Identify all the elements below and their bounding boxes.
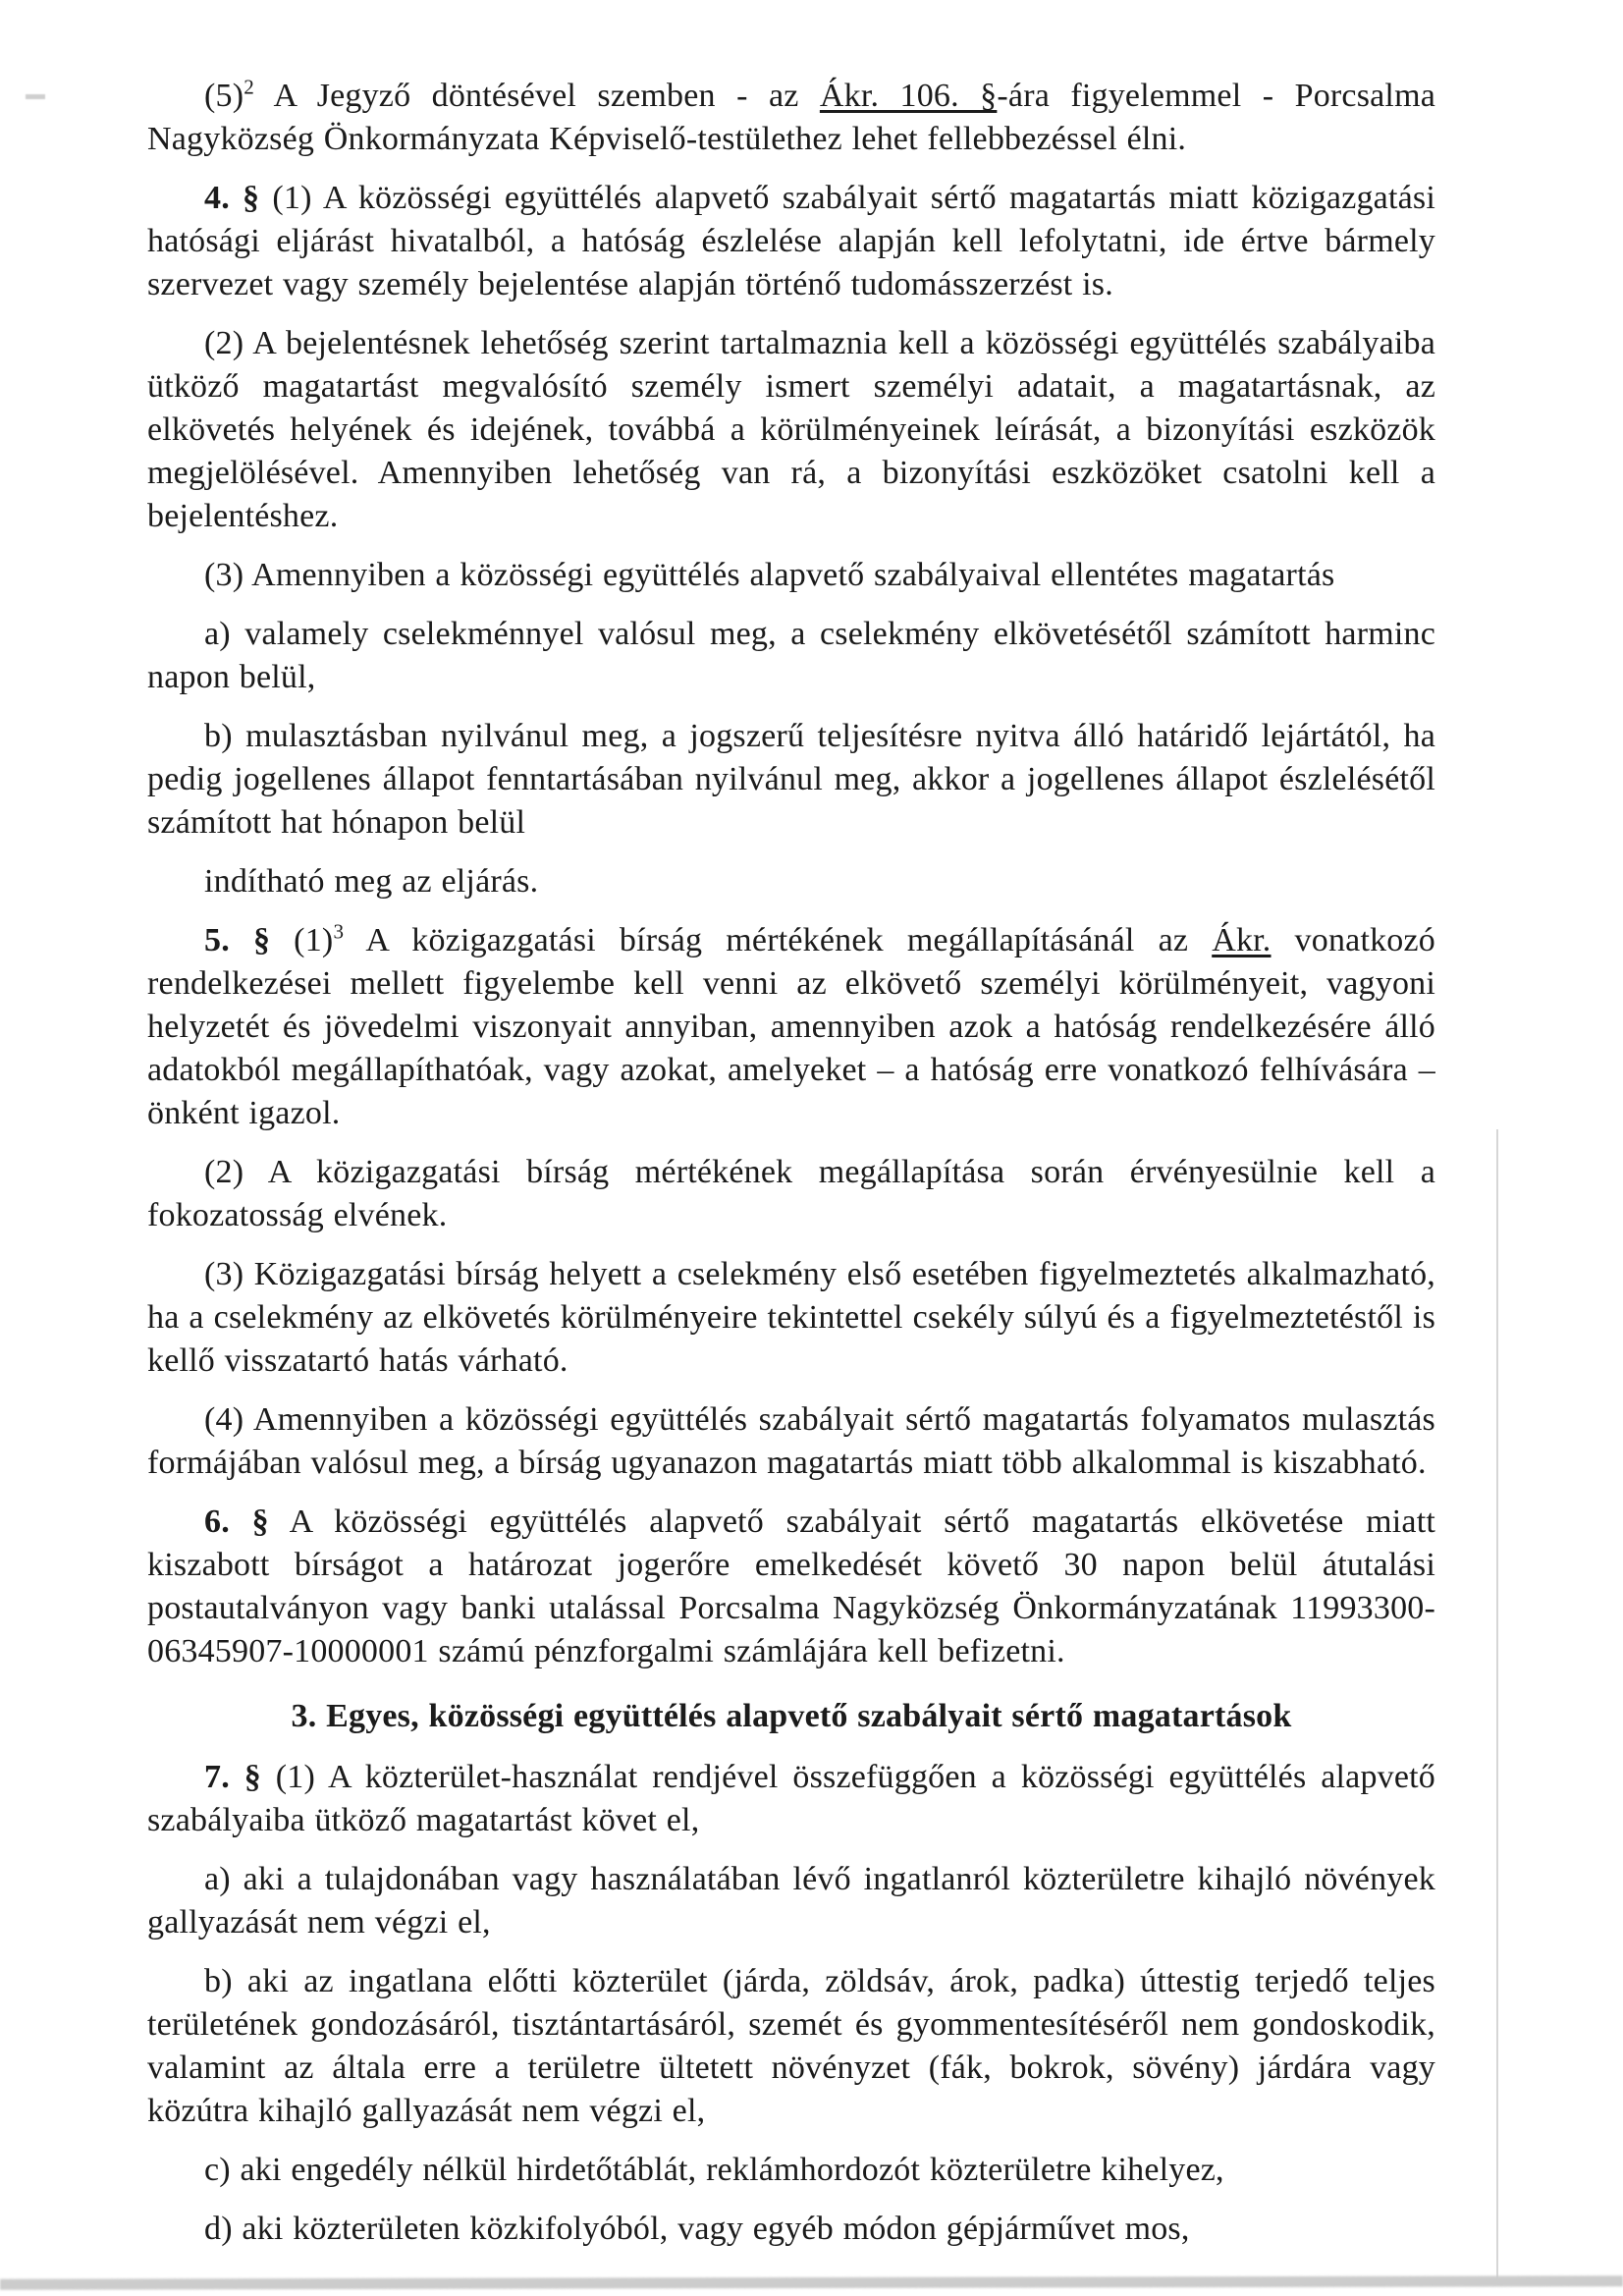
text-run: 6. § xyxy=(204,1503,269,1540)
text-run: 7. § xyxy=(204,1759,261,1795)
text-run: b) mulasztásban nyilvánul meg, a jogszerű teljesítésre nyitva álló határidő lejártától, ha pedig jogellenes állapot fenntartásában nyilvánul meg, akkor a jogellenes állapot észlelésétől számított hat hónapon belül xyxy=(147,718,1435,841)
text-run: A Jegyző döntésével szemben - az xyxy=(254,78,820,114)
text-run: (1) xyxy=(270,922,334,958)
text-run: (3) Amennyiben a közösségi együttélés alapvető szabályaival ellentétes magatartás xyxy=(204,557,1335,593)
footnote-reference: 3 xyxy=(333,919,345,944)
scan-bottom-edge xyxy=(0,2275,1623,2289)
text-run: 3. Egyes, közösségi együttélés alapvető szabályait sértő magatartások xyxy=(291,1698,1292,1734)
section-heading xyxy=(147,1695,1435,1738)
text-run: indítható meg az eljárás. xyxy=(204,863,539,900)
paragraph xyxy=(147,919,1435,1135)
text-run: A közigazgatási bírság mértékének megállapításánál az xyxy=(344,922,1213,958)
paragraph xyxy=(147,715,1435,845)
text-run: c) aki engedély nélkül hirdetőtáblát, reklámhordozót közterületre kihelyez, xyxy=(204,2152,1224,2188)
document-page xyxy=(147,75,1435,2267)
paragraph xyxy=(147,1398,1435,1485)
paragraph xyxy=(147,75,1435,161)
text-run: A közösségi együttélés alapvető szabályait sértő magatartás elkövetése miatt kiszabott bírságot a határozat jogerőre emelkedését követő 30 napon belül átutalási postautalványon vagy banki utalással Porcsalma Nagyközség Önkormányzatának 11993300-06345907-10000001 számú pénzforgalmi számlájára kell befizetni. xyxy=(147,1503,1435,1669)
paragraph xyxy=(147,1756,1435,1842)
scan-edge-mark xyxy=(26,94,45,99)
text-run: (1) A közterület-használat rendjével összefüggően a közösségi együttélés alapvető szabályaiba ütköző magatartást követ el, xyxy=(147,1759,1435,1838)
paragraph xyxy=(147,2149,1435,2192)
text-run: (1) A közösségi együttélés alapvető szabályait sértő magatartás miatt közigazgatási hatósági eljárást hivatalból, a hatóság észlelése alapján kell lefolytatni, ide értve bármely szervezet vagy személy bejelentése alapján történő tudomásszerzést is. xyxy=(147,180,1435,302)
text-run: vonatkozó rendelkezései mellett figyelembe kell venni az elkövető személyi körülményeit, vagyoni helyzetét és jövedelmi viszonyait annyiban, amennyiben azok a hatóság rendelkezésére álló adatokból megállapíthatóak, vagy azokat, amelyeket – a hatóság erre vonatkozó felhívására – önként igazol. xyxy=(147,922,1435,1131)
paragraph xyxy=(147,1253,1435,1383)
law-reference: Ákr. 106. § xyxy=(819,78,998,114)
text-run: (3) Közigazgatási bírság helyett a cselekmény első esetében figyelmeztetés alkalmazható, ha a cselekmény az elkövetés körülményeire tekintettel csekély súlyú és a figyelmeztetéstől is kellő visszatartó hatás várható. xyxy=(147,1256,1435,1379)
text-run: (2) A bejelentésnek lehetőség szerint tartalmaznia kell a közösségi együttélés szabályaiba ütköző magatartást megvalósító személy ismert személyi adatait, a magatartásnak, az elkövetés helyének és idejének, továbbá a körülményeinek leírását, a bizonyítási eszközök megjelölésével. Amennyiben lehetőség van rá, a bizonyítási eszközöket csatolni kell a bejelentéshez. xyxy=(147,325,1435,534)
text-run: -ára figyelemmel - Porcsalma Nagyközség Önkormányzata Képviselő-testülethez lehet fellebbezéssel élni. xyxy=(147,78,1436,157)
paragraph xyxy=(147,322,1435,538)
text-run: 5. § xyxy=(204,922,271,958)
paragraph xyxy=(147,613,1435,699)
paragraph xyxy=(147,554,1435,597)
paragraph xyxy=(147,177,1435,306)
text-run: 4. § xyxy=(204,180,260,216)
paragraph xyxy=(147,1858,1435,1944)
paragraph xyxy=(147,2208,1435,2251)
paragraph xyxy=(147,1501,1435,1673)
paragraph xyxy=(147,1151,1435,1237)
text-run: (5) xyxy=(204,78,244,114)
law-reference: Ákr. xyxy=(1212,922,1271,958)
footnote-reference: 2 xyxy=(243,75,254,99)
text-run: b) aki az ingatlana előtti közterület (járda, zöldsáv, árok, padka) úttestig terjedő teljes területének gondozásáról, tisztántartásáról, szemét és gyommentesítéséről nem gondoskodik, valamint az általa erre a területre ültetett növényzet (fák, bokrok, sövény) járdára vagy közútra kihajló gallyazását nem végzi el, xyxy=(147,1963,1435,2129)
scan-edge-line xyxy=(1496,1129,1498,2283)
text-run: a) valamely cselekménnyel valósul meg, a cselekmény elkövetésétől számított harminc napon belül, xyxy=(147,616,1435,695)
text-run: (2) A közigazgatási bírság mértékének megállapítása során érvényesülnie kell a fokozatosság elvének. xyxy=(147,1154,1435,1233)
text-run: d) aki közterületen közkifolyóból, vagy egyéb módon gépjárművet mos, xyxy=(204,2211,1190,2247)
paragraph xyxy=(147,1960,1435,2133)
text-run: (4) Amennyiben a közösségi együttélés szabályait sértő magatartás folyamatos mulasztás formájában valósul meg, a bírság ugyanazon magatartás miatt több alkalommal is kiszabható. xyxy=(147,1401,1435,1481)
paragraph xyxy=(147,860,1435,903)
text-run: a) aki a tulajdonában vagy használatában lévő ingatlanról közterületre kihajló növények gallyazását nem végzi el, xyxy=(147,1861,1435,1941)
